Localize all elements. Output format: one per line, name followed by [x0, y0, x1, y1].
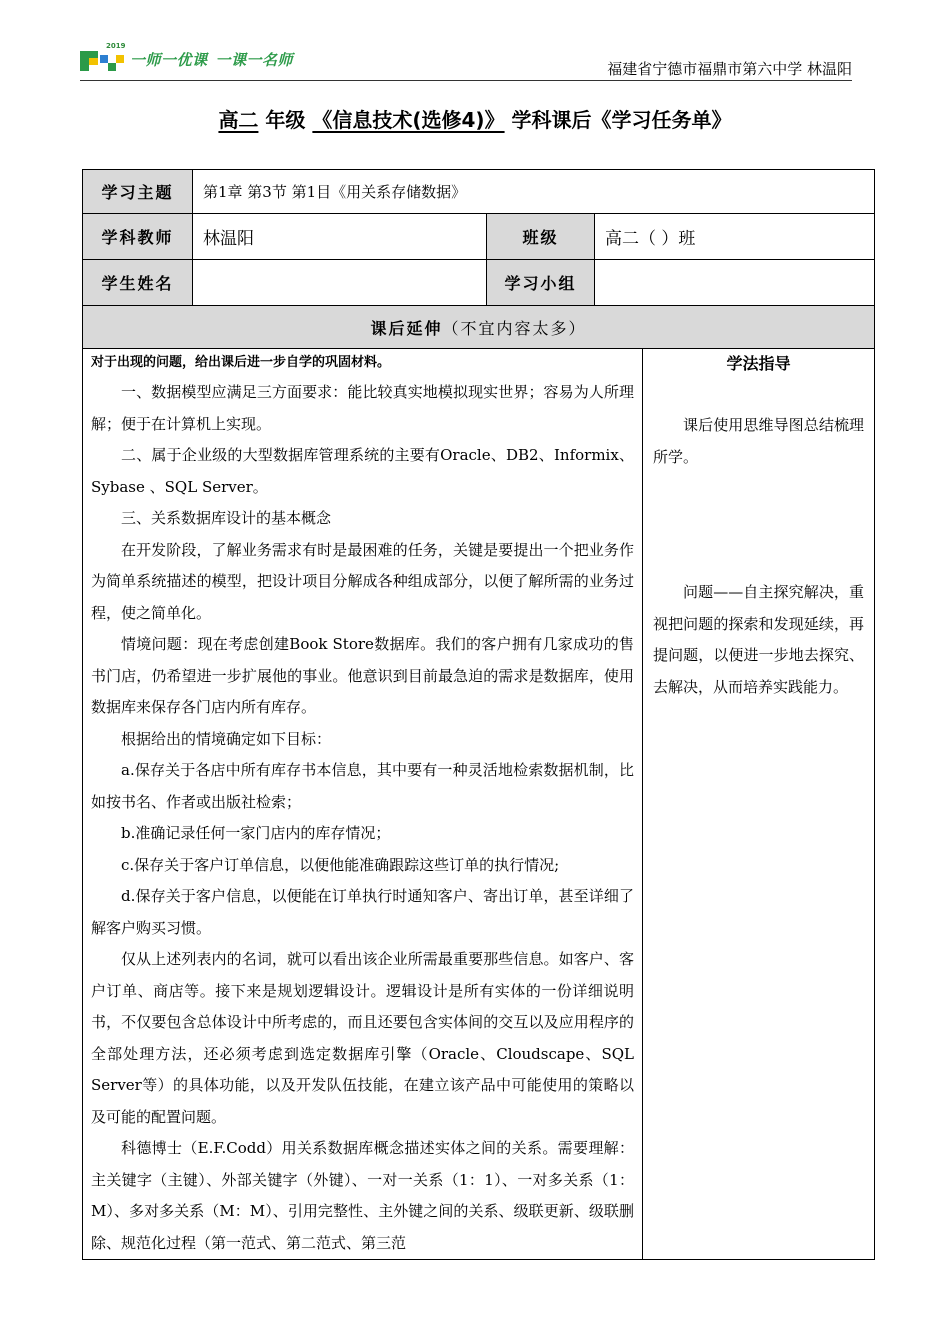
guide-item: 课后使用思维导图总结梳理所学。 — [653, 416, 865, 466]
content-paragraph: 仅从上述列表内的名词，就可以看出该企业所需最重要那些信息。如客户、客户订单、商店等。接下来是规划逻辑设计。逻辑设计是所有实体的一份详细说明书，不仅要包含总体设计中所考虑的，而且还要包含实体间的交互以及应用程序的全部处理方法，还必须考虑到选定数据库引擎（Oracle、Cloudscape、SQL Server等）的具体功能，以及开发队伍技能，在建立该产品中可能使用的策略以及可能的配置问题。 — [91, 950, 634, 1126]
student-row — [83, 260, 875, 306]
content-paragraph: 情境问题：现在考虑创建Book Store数据库。我们的客户拥有几家成功的售书门店，仍希望进一步扩展他的事业。他意识到目前最急迫的需求是数据库，使用数据库来保存各门店内所有库存。 — [91, 635, 634, 716]
logo-text — [130, 49, 293, 70]
content-paragraph: 根据给出的情境确定如下目标： — [121, 729, 332, 748]
content-paragraph: 二、属于企业级的大型数据库管理系统的主要有Oracle、DB2、Informix、Sybase 、SQL Server。 — [91, 446, 634, 496]
group-label: 学习小组 — [487, 260, 595, 306]
topic-value: 第1章 第3节 第1目《用关系存储数据》 — [193, 170, 875, 214]
content-paragraph: 三、关系数据库设计的基本概念 — [121, 509, 332, 527]
content-paragraph: 在开发阶段，了解业务需求有时是最困难的任务，关键是要提出一个把业务作为简单系统描述的模型，把设计项目分解成各种组成部分，以便了解所需的业务过程，使之简单化。 — [91, 540, 634, 622]
page-title — [0, 104, 950, 133]
task-sheet-table — [82, 169, 875, 1260]
content-paragraph: 科德博士（E.F.Codd）用关系数据库概念描述实体之间的关系。需要理解：主关键字（主键）、外部关键字（外键）、一对一关系（1：1）、一对多关系（1：M）、多对多关系（M：M）、引用完整性、主外键之间的关系、级联更新、级联删除、规范化过程（第一范式、第二范式、第三范 — [91, 1139, 634, 1252]
content-paragraph: b.准确记录任何一家门店内的库存情况； — [121, 824, 391, 842]
logo-year: 2019 — [106, 42, 126, 50]
teacher-row — [83, 214, 875, 260]
topic-label: 学习主题 — [83, 170, 193, 214]
title-subject: 《信息技术(选修4)》 — [312, 108, 505, 132]
class-label: 班级 — [487, 214, 595, 260]
content-paragraph: c.保存关于客户订单信息，以便他能准确跟踪这些订单的执行情况; — [121, 855, 560, 874]
guide-cell — [643, 349, 875, 1260]
teacher-label: 学科教师 — [83, 214, 193, 260]
title-grade: 高二 — [218, 108, 259, 132]
logo — [80, 44, 293, 74]
guide-heading: 学法指导 — [726, 354, 791, 373]
content-paragraph: 一、数据模型应满足三方面要求：能比较真实地模拟现实世界；容易为人所理解；便于在计算机上实现。 — [91, 383, 634, 433]
content-intro: 对于出现的问题，给出课后进一步自学的巩固材料。 — [91, 355, 391, 370]
content-paragraph: d.保存关于客户信息，以便能在订单执行时通知客户、寄出订单，甚至详细了解客户购买习惯。 — [91, 887, 634, 937]
topic-row — [83, 170, 875, 214]
title-suffix: 学科课后《学习任务单》 — [511, 108, 732, 132]
section-note: （不宜内容太多） — [442, 318, 587, 338]
section-header — [83, 306, 875, 349]
page-header — [80, 42, 852, 80]
class-value: 高二（ ）班 — [595, 214, 875, 260]
group-value[interactable] — [595, 260, 875, 306]
header-divider — [80, 80, 852, 81]
content-paragraph: a.保存关于各店中所有库存书本信息，其中要有一种灵活地检索数据机制，比如按书名、作者或出版社检索； — [91, 761, 634, 811]
student-value[interactable] — [193, 260, 487, 306]
student-label: 学生姓名 — [83, 260, 193, 306]
teacher-value: 林温阳 — [193, 214, 487, 260]
school-name: 福建省宁德市福鼎市第六中学 林温阳 — [607, 60, 852, 78]
title-grade-suffix: 年级 — [265, 108, 306, 132]
logo-mark-icon — [80, 42, 126, 73]
logo-text-2: 一课一名师 — [215, 50, 294, 69]
logo-text-1: 一师一优课 — [130, 50, 208, 69]
content-cell — [83, 349, 643, 1260]
section-row — [83, 306, 875, 349]
guide-item: 问题——自主探究解决，重视把问题的探索和发现延续，再提问题，以便进一步地去探究、去解决，从而培养实践能力。 — [653, 583, 865, 696]
section-title: 课后延伸 — [370, 318, 443, 338]
content-row — [83, 349, 875, 1260]
